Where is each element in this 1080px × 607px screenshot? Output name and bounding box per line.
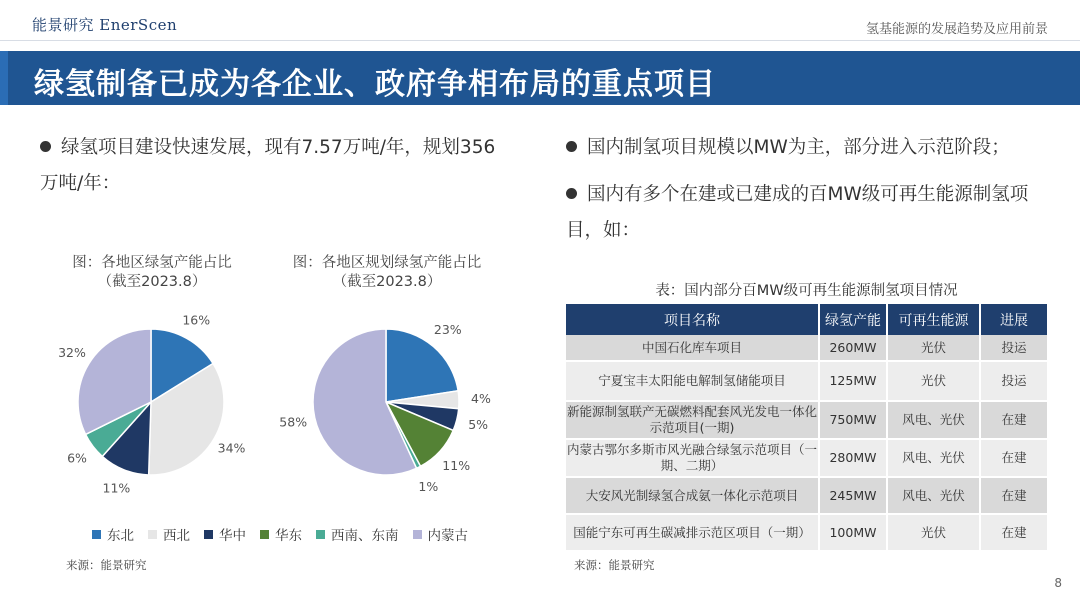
cell-energy-source: 风电、光伏 (887, 401, 980, 439)
legend-item (204, 524, 246, 544)
table-header-row (566, 304, 1047, 335)
cell-progress: 在建 (980, 514, 1047, 551)
legend-swatch (260, 530, 269, 539)
cell-project-name: 大安风光制绿氢合成氨一体化示范项目 (566, 477, 819, 514)
legend-label: 西北 (163, 528, 190, 544)
legend-item (316, 524, 399, 544)
cell-project-name: 新能源制氢联产无碳燃料配套风光发电一体化示范项目(一期) (566, 401, 819, 439)
cell-capacity: 125MW (819, 361, 887, 401)
pie-chart-current (40, 300, 270, 510)
pie-data-label: 11% (102, 480, 131, 496)
report-title: 氢基能源的发展趋势及应用前景 (865, 22, 1048, 37)
table-row (566, 335, 1047, 361)
chart-2-title-line: 图：各地区规划绿氢产能占比 (292, 255, 482, 271)
cell-capacity: 100MW (819, 514, 887, 551)
chart-1-subtitle: （截至2023.8） (97, 274, 207, 290)
cell-capacity: 260MW (819, 335, 887, 361)
slide-title: 绿氢制备已成为各企业、政府争相布局的重点项目 (34, 67, 716, 102)
cell-progress: 投运 (980, 335, 1047, 361)
bullet-dot (566, 141, 577, 152)
legend-label: 华东 (275, 528, 302, 544)
header-energy-source: 可再生能源 (887, 304, 980, 335)
cell-project-name: 中国石化库车项目 (566, 335, 819, 361)
legend-label: 内蒙古 (427, 528, 468, 544)
cell-energy-source: 风电、光伏 (887, 439, 980, 477)
right-bullet-2-text: 国内有多个在建或已建成的百MW级可再生能源制氢项目，如： (566, 184, 1029, 241)
pie-data-label: 5% (468, 417, 489, 433)
left-bullet (40, 130, 510, 202)
legend-item (148, 524, 190, 544)
table-row (566, 401, 1047, 439)
cell-progress: 在建 (980, 401, 1047, 439)
chart-2-title (278, 254, 496, 292)
table-row (566, 514, 1047, 551)
title-accent (0, 51, 8, 105)
legend-swatch (204, 530, 213, 539)
title-bar (0, 51, 1080, 105)
page-number: 8 (1054, 576, 1062, 590)
chart-1-title (52, 254, 252, 292)
pie-data-label: 23% (433, 321, 462, 337)
cell-progress: 在建 (980, 477, 1047, 514)
right-bullet-2 (566, 177, 1046, 249)
pie-slice-0 (386, 329, 458, 402)
table-row (566, 477, 1047, 514)
right-bullet-1-text: 国内制氢项目规模以MW为主，部分进入示范阶段； (587, 137, 1010, 158)
cell-project-name: 国能宁东可再生碳减排示范区项目（一期） (566, 514, 819, 551)
cell-energy-source: 风电、光伏 (887, 477, 980, 514)
header-progress: 进展 (980, 304, 1047, 335)
table-row (566, 361, 1047, 401)
pie-data-label: 16% (182, 312, 211, 328)
pie-data-label: 4% (471, 391, 491, 407)
projects-table (566, 304, 1047, 552)
legend-swatch (316, 530, 325, 539)
legend-item (413, 524, 469, 544)
pie-data-label: 11% (442, 458, 471, 474)
chart-legend (92, 524, 468, 544)
bullet-dot (40, 141, 51, 152)
pie-data-label: 6% (67, 450, 87, 466)
legend-label: 西南、东南 (331, 528, 399, 544)
pie-data-label: 32% (58, 344, 86, 360)
pie-data-label: 1% (418, 479, 439, 495)
header-capacity: 绿氢产能 (819, 304, 887, 335)
legend-item (260, 524, 302, 544)
legend-swatch (148, 530, 157, 539)
header-divider (0, 40, 1080, 41)
source-right: 来源：能景研究 (574, 558, 655, 572)
cell-capacity: 280MW (819, 439, 887, 477)
pie-data-label: 58% (279, 414, 308, 430)
legend-swatch (92, 530, 101, 539)
legend-swatch (413, 530, 422, 539)
table-title: 表：国内部分百MW级可再生能源制氢项目情况 (655, 283, 958, 299)
bullet-dot (566, 188, 577, 199)
cell-energy-source: 光伏 (887, 335, 980, 361)
legend-label: 东北 (107, 528, 134, 544)
left-bullet-text: 绿氢项目建设快速发展，现有7.57万吨/年，规划356万吨/年： (40, 137, 496, 194)
chart-1-title-line: 图：各地区绿氢产能占比 (72, 255, 232, 271)
cell-energy-source: 光伏 (887, 361, 980, 401)
cell-progress: 在建 (980, 439, 1047, 477)
chart-2-subtitle: （截至2023.8） (332, 274, 442, 290)
cell-project-name: 宁夏宝丰太阳能电解制氢储能项目 (566, 361, 819, 401)
legend-label: 华中 (219, 528, 246, 544)
right-bullet-1 (566, 130, 1046, 166)
cell-project-name: 内蒙古鄂尔多斯市风光融合绿氢示范项目（一期、二期） (566, 439, 819, 477)
table-row (566, 439, 1047, 477)
pie-chart-planned (270, 300, 510, 510)
cell-progress: 投运 (980, 361, 1047, 401)
cell-energy-source: 光伏 (887, 514, 980, 551)
legend-item (92, 524, 134, 544)
cell-capacity: 245MW (819, 477, 887, 514)
cell-capacity: 750MW (819, 401, 887, 439)
pie-data-label: 34% (217, 440, 246, 456)
source-left: 来源：能景研究 (66, 558, 147, 572)
header-project-name: 项目名称 (566, 304, 819, 335)
brand-logo: 能景研究 EnerScen (32, 16, 178, 34)
